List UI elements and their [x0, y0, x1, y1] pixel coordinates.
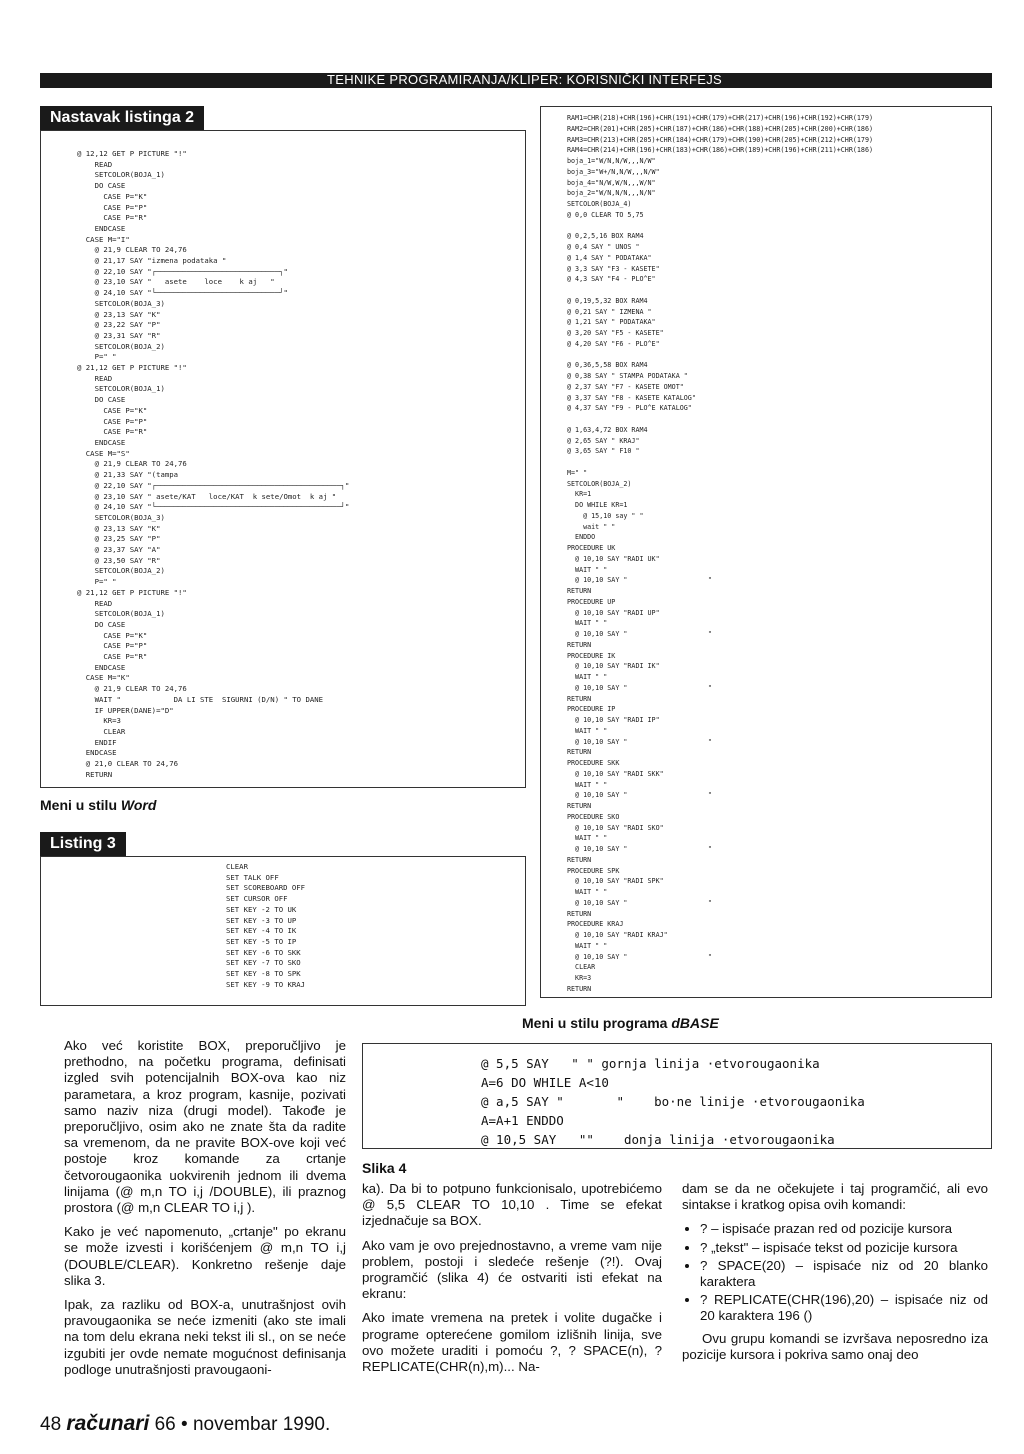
listing2-code: @ 12,12 GET P PICTURE "!" READ SETCOLOR(BOJA_1) DO CASE CASE P="K" CASE P="P" CASE P="R" ENDCASE CASE M="I" @ 21,9 CLEAR TO 24,76 @ 21,17 SAY "izmena podataka " @ 22,10 SAY "┌────────────────────────────┐" @ 23,10 SAY " asete loce k aj " @ 24,10 SAY "└────────────────────────────┘" SETCOLOR(BOJA_3) @ 23,13 SAY "K" @ 23,22 SAY "P" @ 23,31 SAY "R" SETCOLOR(BOJA_2) P=" " @ 21,12 GET P PICTURE "!" READ SETCOLOR(BOJA_1) DO CASE CASE P="K" CASE P="P" CASE P="R" ENDCASE CASE M="S" @ 21,9 CLEAR TO 24,76 @ 21,33 SAY "(tampa @ 22,10 SAY "┌──────────────────────────────────────────┐" @ 23,10 SAY " asete/KAT loce/KAT k sete/Omot k aj " @ 24,10 SAY "└──────────────────────────────────────────┘" SETCOLOR(BOJA_3) @ 23,13 SAY "K" @ 23,25 SAY "P" @ 23,37 SAY "A" @ 23,50 SAY "R" SETCOLOR(BOJA_2) P=" " @ 21,12 GET P PICTURE "!" READ SETCOLOR(BOJA_1) DO CASE CASE P="K" CASE P="P" CASE P="R" ENDCASE CASE M="K" @ 21,9 CLEAR TO 24,76 WAIT " DA LI STE SIGURNI (D/N) " TO DANE IF UPPER(DANE)="D" KR=3 CLEAR ENDIF ENDCASE @ 21,0 CLEAR TO 24,76 RETURN	[77, 149, 350, 779]
col2-paragraph: ka). Da bi to potpuno funkcionisalo, upotrebićemo @ 5,5 CLEAR TO 10,10 . Time se efekat izjednačuje sa BOX.	[362, 1181, 662, 1229]
col2-paragraph: Ako imate vremena na pretek i volite dugačke i programe opterećene gomilom izlišnih linija, sve ovo možete uraditi i pomoću ?, ? SPACE(n), ? REPLICATE(CHR(n),m)... Na-	[362, 1310, 662, 1375]
col3-outro: Ovu grupu komandi se izvršava neposredno iza pozicije kursora i pokriva samo onaj deo	[682, 1330, 988, 1362]
command-list	[682, 1221, 988, 1324]
list-item: • ? „tekst" – ispisaće tekst od pozicije kursora	[700, 1240, 988, 1256]
listing2-title: Nastavak listinga 2	[40, 106, 204, 130]
dbase-box	[540, 106, 992, 998]
listing2-caption: Meni u stilu Word	[40, 797, 157, 813]
listing3-title: Listing 3	[40, 832, 126, 856]
article-col2	[362, 1181, 662, 1383]
col3-intro: dam se da ne očekujete i taj programčić, ali evo sintakse i kratkog opisa ovih komandi:	[682, 1181, 988, 1213]
col2-paragraph: Ako vam je ovo prejednostavno, a vreme vam nije problem, postoji i sledeće rešenje (?!). Ovaj programčić (slika 4) će ostvariti isti efekat na ekranu:	[362, 1237, 662, 1302]
col1-paragraph: Kako je već napomenuto, „crtanje" po ekranu se može izvesti i korišćenjem @ m,n TO i,j (DOUBLE/CLEAR). Konkretno rešenje daje slika 3.	[64, 1224, 346, 1288]
article-col3	[682, 1181, 988, 1371]
slika4-caption: Slika 4	[362, 1160, 407, 1176]
col1-paragraph: Ipak, za razliku od BOX-a, unutrašnjost ovih pravougaonika se neće izmeniti (ako ste imali na tom delu ekrana neki tekst ili sl., on se neće izgubiti jer ovde nemate mogućnost definisanja podloge unutrašnjosti pravougaoni-	[64, 1297, 346, 1377]
list-item: • ? – ispisaće prazan red od pozicije kursora	[700, 1221, 988, 1237]
listing3-code: CLEAR SET TALK OFF SET SCOREBOARD OFF SET CURSOR OFF SET KEY -2 TO UK SET KEY -3 TO UP SET KEY -4 TO IK SET KEY -5 TO IP SET KEY -6 TO SKK SET KEY -7 TO SKO SET KEY -8 TO SPK SET KEY -9 TO KRAJ	[226, 862, 306, 989]
listing2-box	[40, 130, 526, 788]
page-number: 48	[40, 1414, 62, 1435]
dbase-caption: Meni u stilu programa dBASE	[522, 1015, 719, 1031]
list-item: • ? REPLICATE(CHR(196),20) – ispisaće niz od 20 karaktera 196 ()	[700, 1292, 988, 1324]
issue-date: novembar 1990.	[192, 1414, 331, 1435]
magazine-logo: računari	[66, 1412, 150, 1435]
slika4-code: @ 5,5 SAY " " gornja linija ·etvorougaonika A=6 DO WHILE A<10 @ a,5 SAY " " bo·ne linije ·etvorougaonika A=A+1 ENDDO @ 10,5 SAY "" donja linija ·etvorougaonika	[481, 1056, 865, 1147]
section-header-title: TEHNIKE PROGRAMIRANJA/KLIPER: KORISNIČKI INTERFEJS	[327, 72, 722, 87]
issue-number: 66	[154, 1414, 176, 1435]
dbase-code: RAM1=CHR(218)+CHR(196)+CHR(191)+CHR(179)+CHR(217)+CHR(196)+CHR(192)+CHR(179) RAM2=CHR(201)+CHR(205)+CHR(187)+CHR(186)+CHR(188)+CHR(205)+CHR(200)+CHR(186) RAM3=CHR(213)+CHR(205)+CHR(184)+CHR(179)+CHR(190)+CHR(205)+CHR(212)+CHR(179) RAM4=CHR(214)+CHR(196)+CHR(183)+CHR(186)+CHR(189)+CHR(196)+CHR(211)+CHR(186) boja_1="W/N,N/W,,,N/W" boja_3="W+/N,N/W,,,N/W" boja_4="N/W,W/N,,,W/N" boja_2="W/N,N/N,,,N/N" SETCOLOR(BOJA_4) @ 0,0 CLEAR TO 5,75 @ 0,2,5,16 BOX RAM4 @ 0,4 SAY " UNOS " @ 1,4 SAY " PODATAKA" @ 3,3 SAY "F3 - KASETE" @ 4,3 SAY "F4 - PLO^E" @ 0,19,5,32 BOX RAM4 @ 0,21 SAY " IZMENA " @ 1,21 SAY " PODATAKA" @ 3,20 SAY "F5 - KASETE" @ 4,20 SAY "F6 - PLO^E" @ 0,36,5,58 BOX RAM4 @ 0,38 SAY " STAMPA PODATAKA " @ 2,37 SAY "F7 - KASETE OMOT" @ 3,37 SAY "F8 - KASETE KATALOG" @ 4,37 SAY "F9 - PLO^E KATALOG" @ 1,63,4,72 BOX RAM4 @ 2,65 SAY " KRAJ" @ 3,65 SAY " F10 " M=" " SETCOLOR(BOJA_2) KR=1 DO WHILE KR=1 @ 15,10 say " " wait " " ENDDO PROCEDURE UK @ 10,10 SAY "RADI UK" WAIT " " @ 10,10 SAY " " RETURN PROCEDURE UP @ 10,10 SAY "RADI UP" WAIT " " @ 10,10 SAY " " RETURN PROCEDURE IK @ 10,10 SAY "RADI IK" WAIT " " @ 10,10 SAY " " RETURN PROCEDURE IP @ 10,10 SAY "RADI IP" WAIT " " @ 10,10 SAY " " RETURN PROCEDURE SKK @ 10,10 SAY "RADI SKK" WAIT " " @ 10,10 SAY " " RETURN PROCEDURE SKO @ 10,10 SAY "RADI SKO" WAIT " " @ 10,10 SAY " " RETURN PROCEDURE SPK @ 10,10 SAY "RADI SPK" WAIT " " @ 10,10 SAY " " RETURN PROCEDURE KRAJ @ 10,10 SAY "RADI KRAJ" WAIT " " @ 10,10 SAY " " CLEAR KR=3 RETURN	[567, 114, 873, 993]
col1-paragraph: Ako već koristite BOX, preporučljivo je prethodno, na početku programa, definisati izgled svih potencijalnih BOX-ova kao niz parametara, a kroz program, kasnije, pozivati samo naziv niza (drugi model). Takođe je preporučljivo, osim ako ne znate šta da radite sa vremenom, da ne pravite BOX-ove koji već postoje kroz komande za crtanje četvorougaonika uokvirenih jednom ili dvema linijama (@ m,n TO i,j /DOUBLE), ili praznog prostora (@ m,n CLEAR TO i,j ).	[64, 1038, 346, 1216]
list-item: • ? SPACE(20) – ispisaće niz od 20 blanko karaktera	[700, 1258, 988, 1290]
footer-bullet: •	[181, 1414, 188, 1435]
slika4-box	[362, 1043, 992, 1149]
listing3-box	[40, 856, 526, 1006]
page-footer	[40, 1412, 330, 1436]
article-col1	[64, 1038, 346, 1386]
